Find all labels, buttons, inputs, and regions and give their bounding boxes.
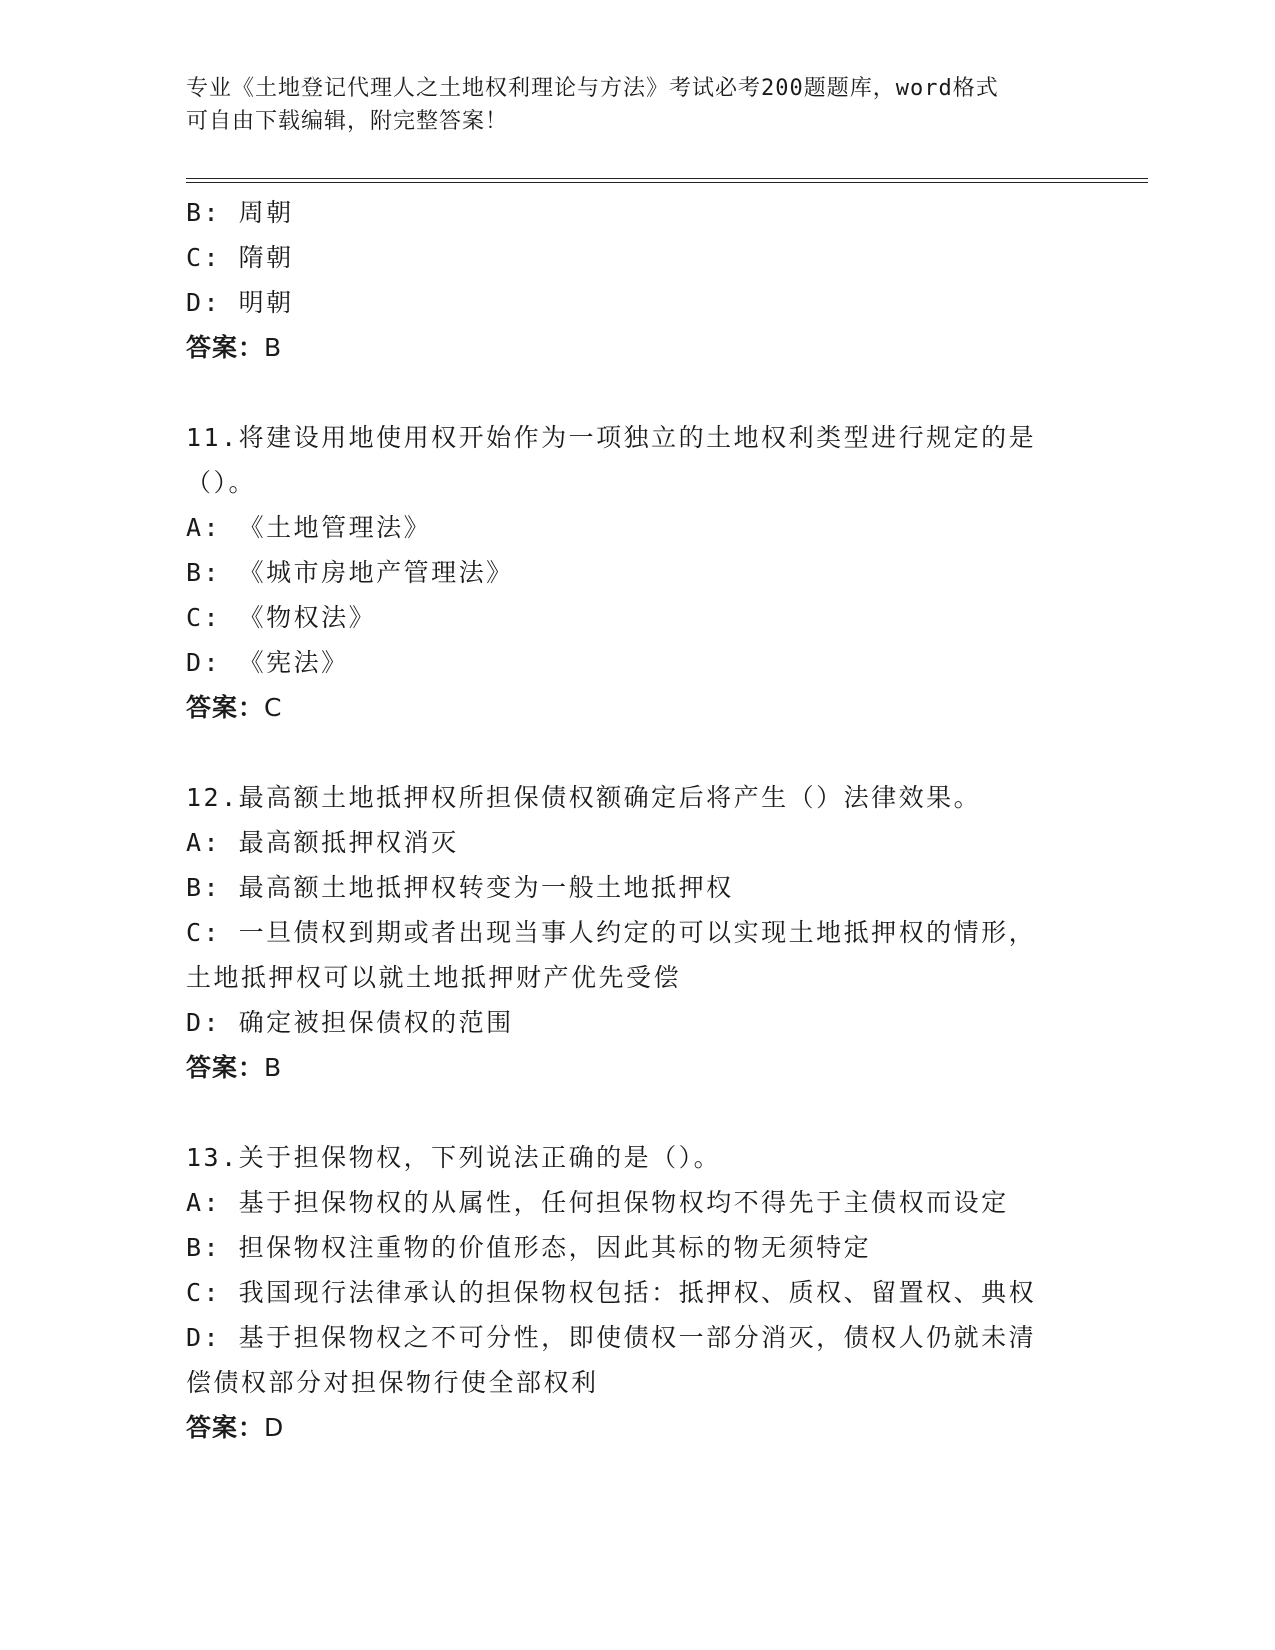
document-header xyxy=(186,72,1066,138)
option-c: C: 一旦债权到期或者出现当事人约定的可以实现土地抵押权的情形， xyxy=(186,918,1037,947)
answer-line xyxy=(186,685,1086,730)
option-a: A: 最高额抵押权消灭 xyxy=(186,828,459,857)
question-stem: 13.关于担保物权，下列说法正确的是（）。 xyxy=(186,1143,722,1172)
document-body xyxy=(186,190,1086,1450)
option-d: D: 确定被担保债权的范围 xyxy=(186,1008,514,1037)
header-divider-bottom xyxy=(186,182,1148,183)
answer-line xyxy=(186,1045,1086,1090)
option-d: D: 基于担保物权之不可分性，即使债权一部分消灭，债权人仍就未清 xyxy=(186,1323,1037,1352)
option-c: C: 我国现行法律承认的担保物权包括：抵押权、质权、留置权、典权 xyxy=(186,1278,1037,1307)
answer-value: C xyxy=(264,693,284,722)
header-line-2: 可自由下载编辑，附完整答案！ xyxy=(186,109,509,134)
question-11 xyxy=(186,415,1086,730)
header-divider-top xyxy=(186,178,1148,179)
question-10-continued xyxy=(186,190,1086,370)
option-b: B: 担保物权注重物的价值形态，因此其标的物无须特定 xyxy=(186,1233,872,1262)
answer-label: 答案： xyxy=(186,1053,265,1082)
question-12 xyxy=(186,775,1086,1090)
answer-label: 答案： xyxy=(186,693,265,722)
answer-value: D xyxy=(264,1413,286,1442)
answer-value: B xyxy=(264,333,284,362)
option-a: A: 《土地管理法》 xyxy=(186,513,432,542)
question-stem: 12.最高额土地抵押权所担保债权额确定后将产生（）法律效果。 xyxy=(186,783,982,812)
answer-line xyxy=(186,1405,1086,1450)
question-stem-continued: （）。 xyxy=(186,468,257,497)
option-d: D: 《宪法》 xyxy=(186,648,349,677)
option-b: B: 周朝 xyxy=(186,198,294,227)
question-stem: 11.将建设用地使用权开始作为一项独立的土地权利类型进行规定的是 xyxy=(186,423,1037,452)
option-b: B: 最高额土地抵押权转变为一般土地抵押权 xyxy=(186,873,734,902)
option-c: C: 《物权法》 xyxy=(186,603,377,632)
answer-label: 答案： xyxy=(186,333,265,362)
option-b: B: 《城市房地产管理法》 xyxy=(186,558,514,587)
option-a: A: 基于担保物权的从属性，任何担保物权均不得先于主债权而设定 xyxy=(186,1188,1009,1217)
answer-label: 答案： xyxy=(186,1413,265,1442)
option-c-continued: 土地抵押权可以就土地抵押财产优先受偿 xyxy=(186,963,682,992)
option-d: D: 明朝 xyxy=(186,288,294,317)
question-13 xyxy=(186,1135,1086,1450)
answer-value: B xyxy=(264,1053,284,1082)
option-d-continued: 偿债权部分对担保物行使全部权利 xyxy=(186,1368,599,1397)
header-line-1: 专业《土地登记代理人之土地权利理论与方法》考试必考200题题库，word格式 xyxy=(186,76,999,101)
answer-line xyxy=(186,325,1086,370)
option-c: C: 隋朝 xyxy=(186,243,294,272)
